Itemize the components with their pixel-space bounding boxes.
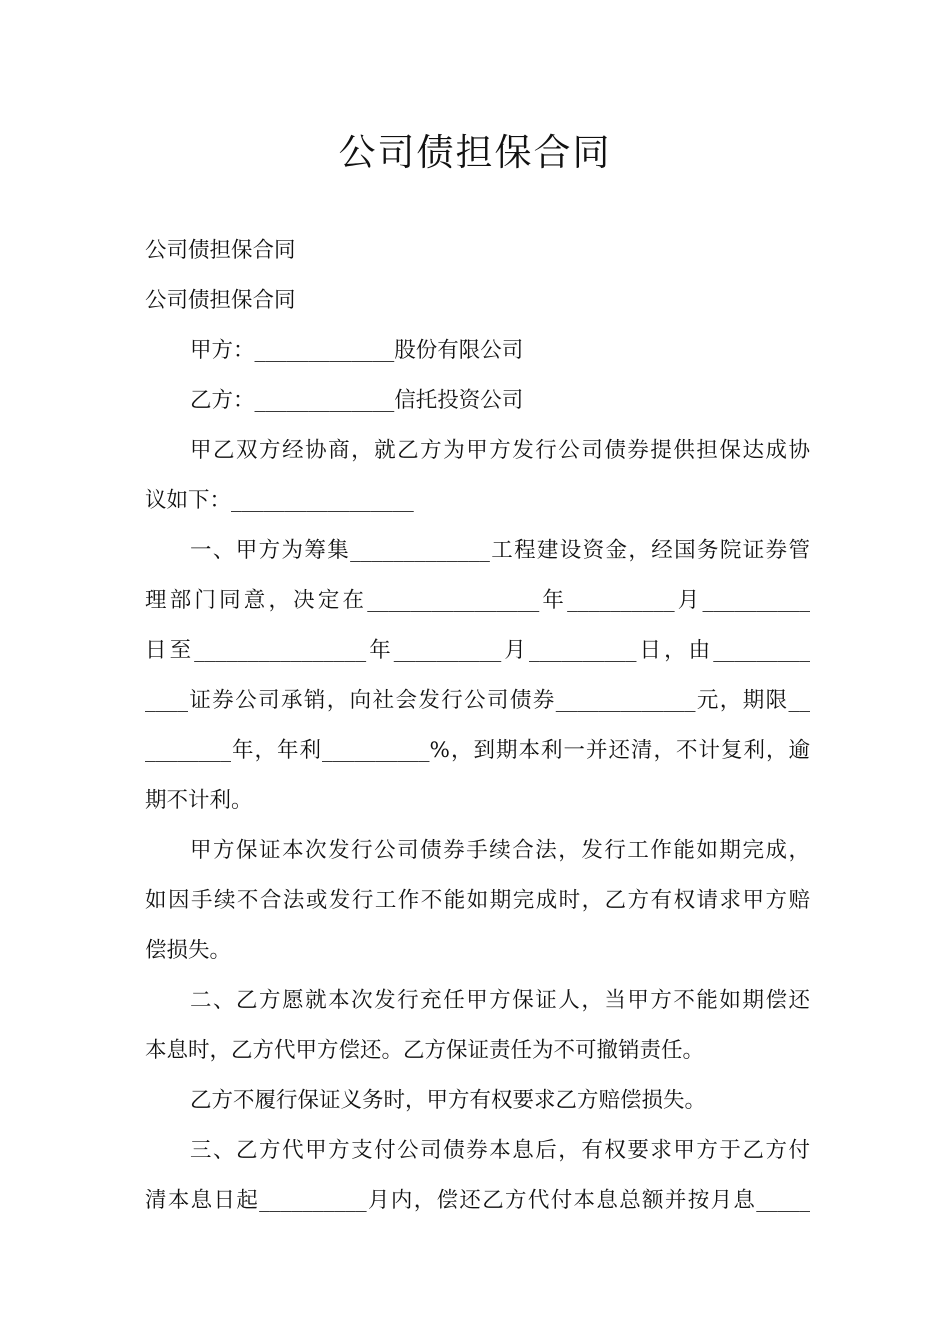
subtitle-line: 公司债担保合同 [145, 288, 296, 313]
paragraph-line: 甲乙双方经协商，就乙方为甲方发行公司债券提供担保达成协 [190, 438, 810, 463]
clause-line: ____证券公司承销，向社会发行公司债券_____________元，期限__ [145, 688, 810, 713]
clause-line: 理部门同意，决定在________________年__________月__________ [145, 588, 810, 613]
paragraph-line: 偿损失。 [145, 938, 232, 963]
subtitle-line: 公司债担保合同 [145, 238, 296, 263]
clause-line: 三、乙方代甲方支付公司债券本息后，有权要求甲方于乙方付 [190, 1138, 810, 1163]
paragraph-line: 甲方保证本次发行公司债券手续合法，发行工作能如期完成， [190, 838, 810, 863]
clause-line: 日至________________年__________月__________日，由_________ [145, 638, 810, 663]
document-title: 公司债担保合同 [338, 131, 612, 174]
clause-line: 二、乙方愿就本次发行充任甲方保证人，当甲方不能如期偿还 [190, 988, 810, 1013]
clause-line: 期不计利。 [145, 788, 253, 813]
party-b-line: 乙方：_____________信托投资公司 [190, 388, 524, 413]
paragraph-line: 乙方不履行保证义务时，甲方有权要求乙方赔偿损失。 [190, 1088, 707, 1113]
party-a-line: 甲方：_____________股份有限公司 [190, 338, 524, 363]
paragraph-line: 如因手续不合法或发行工作不能如期完成时，乙方有权请求甲方赔 [145, 888, 810, 913]
clause-line: ________年，年利__________%，到期本利一并还清，不计复利，逾 [145, 738, 810, 763]
clause-line: 清本息日起__________月内，偿还乙方代付本息总额并按月息_____ [145, 1188, 810, 1213]
clause-line: 本息时，乙方代甲方偿还。乙方保证责任为不可撤销责任。 [145, 1038, 705, 1063]
paragraph-line: 议如下：_________________ [145, 488, 414, 513]
clause-line: 一、甲方为筹集_____________工程建设资金，经国务院证券管 [190, 538, 810, 563]
